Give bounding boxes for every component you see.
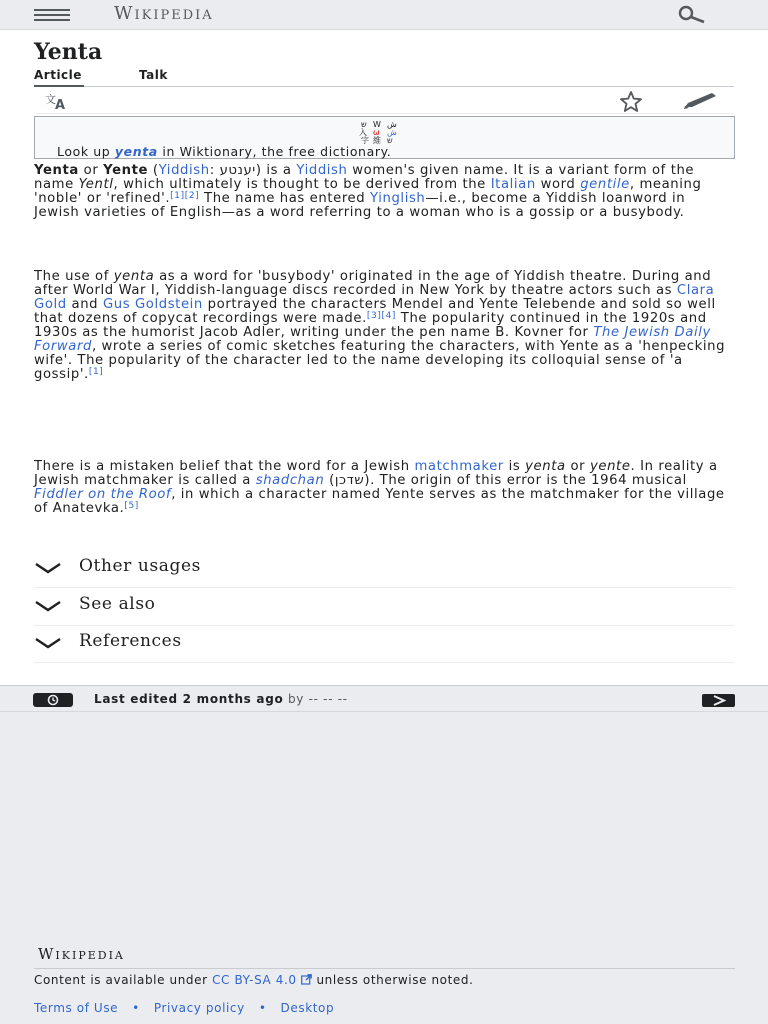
italic-term: yenta	[525, 459, 566, 474]
link-yinglish[interactable]: Yinglish	[370, 191, 426, 206]
text-span: , wrote a series of comic sketches featuring the characters, with Yente as a 'henpecking wife'. The popularity of the character led to the name developing its colloquial sense of 'a gossip'.	[34, 339, 726, 382]
page-title: Yenta	[34, 39, 103, 65]
wiktionary-text	[57, 144, 391, 159]
link-fiddler-on-the-roof[interactable]: Fiddler on the Roof	[34, 487, 172, 502]
svg-text:字: 字	[361, 136, 369, 144]
link-jewish-daily-forward[interactable]: The Jewish Daily Forward	[34, 325, 711, 354]
paragraph-matchmaker	[34, 460, 734, 516]
section-title: Other usages	[79, 556, 201, 576]
text-span: (שדכן). The origin of this error is the 1964 musical	[324, 473, 687, 488]
wiktionary-logo-icon	[357, 118, 411, 144]
svg-text:ش: ش	[387, 120, 397, 129]
page-tabs	[34, 68, 734, 87]
italic-term: Yentl	[78, 177, 114, 192]
license-suffix: unless otherwise noted.	[312, 973, 474, 987]
wiktionary-box	[34, 116, 735, 159]
link-yiddish-language[interactable]: Yiddish	[158, 163, 210, 178]
tab-talk[interactable]: Talk	[139, 68, 168, 82]
chevron-down-icon	[34, 637, 64, 649]
article-content	[0, 30, 768, 686]
paragraph-busybody	[34, 270, 734, 382]
arrow-right-icon	[702, 692, 735, 705]
italic-term: yente	[589, 459, 631, 474]
top-header	[0, 0, 768, 30]
chevron-down-icon	[34, 600, 64, 612]
text-span: There is a mistaken belief that the word for a Jewish	[34, 459, 415, 474]
text-span: word	[535, 177, 581, 192]
bold-term: Yente	[103, 163, 149, 178]
link-matchmaker[interactable]: matchmaker	[414, 459, 504, 474]
text-span: , in which a character named Yente serves as the matchmaker for the village of Anatevka.	[34, 487, 725, 516]
svg-text:入: 入	[359, 128, 367, 137]
search-icon[interactable]	[670, 4, 710, 26]
section-title: References	[79, 631, 182, 651]
reference-link[interactable]: [2]	[184, 191, 200, 201]
svg-text:ش: ش	[387, 128, 397, 137]
svg-text:維: 維	[373, 136, 381, 144]
footer-links	[34, 1001, 334, 1015]
chevron-down-icon	[34, 562, 64, 574]
link-shadchan[interactable]: shadchan	[255, 473, 325, 488]
svg-text:文: 文	[45, 93, 56, 106]
reference-link[interactable]: [3]	[366, 311, 382, 321]
text-span: The popularity continued in the 1920s and 1930s as the humorist Jacob Adler, writing under the pen name B. Kovner for	[34, 311, 707, 340]
wiktionary-term-link[interactable]: yenta	[114, 144, 158, 159]
svg-text:W: W	[373, 120, 381, 129]
last-edited-bar[interactable]	[0, 687, 768, 712]
bold-term: Yenta	[34, 163, 79, 178]
paragraph-intro	[34, 164, 734, 220]
text-span: —i.e., become a Yiddish loanword in Jewish varieties of English—as a word referring to a woman who is a gossip or a busybody.	[34, 191, 686, 220]
text-span: portrayed the characters Mendel and Yente Telebende and sold so well that dozens of copycat recordings were made.	[34, 297, 716, 326]
svg-text:A: A	[55, 98, 66, 111]
last-edited-text	[94, 692, 348, 706]
history-clock-icon	[33, 692, 73, 706]
text-span: as a word for 'busybody' originated in the age of Yiddish theatre. During and after World War I, Yiddish-language discs recorded in New York by theatre actors such as	[34, 269, 712, 298]
text-span: , which ultimately is thought to be derived from the	[113, 177, 491, 192]
footer-wikipedia-wordmark: Wikipedia	[38, 945, 125, 963]
link-italian[interactable]: Italian	[490, 177, 536, 192]
last-edited-time: Last edited 2 months ago	[94, 692, 284, 706]
desktop-link[interactable]: Desktop	[280, 1001, 335, 1015]
footer-separator: •	[258, 1001, 267, 1015]
link-clara-gold[interactable]: Clara Gold	[34, 283, 715, 312]
terms-of-use-link[interactable]: Terms of Use	[34, 1001, 119, 1015]
svg-text:ω: ω	[373, 128, 380, 137]
privacy-policy-link[interactable]: Privacy policy	[153, 1001, 245, 1015]
edit-pencil-icon[interactable]	[682, 91, 722, 111]
svg-text:ש: ש	[387, 136, 393, 144]
italic-term: yenta	[113, 269, 155, 284]
reference-link[interactable]: [5]	[124, 501, 139, 511]
last-edited-by: by -- -- --	[283, 692, 348, 706]
license-notice	[34, 974, 674, 986]
section-references[interactable]	[34, 626, 734, 663]
wikipedia-wordmark[interactable]: Wikipedia	[114, 3, 214, 24]
link-gus-goldstein[interactable]: Gus Goldstein	[102, 297, 203, 312]
license-link[interactable]	[212, 973, 312, 987]
reference-link[interactable]: [1]	[88, 367, 104, 377]
section-other-usages[interactable]	[34, 551, 734, 588]
link-yiddish[interactable]: Yiddish	[296, 163, 348, 178]
text-span: or	[78, 163, 104, 178]
tab-article[interactable]: Article	[34, 68, 84, 87]
svg-text:ש: ש	[361, 120, 367, 129]
text-span: . In reality a Jewish matchmaker is called a	[34, 459, 718, 488]
text-span: or	[565, 459, 590, 474]
language-icon[interactable]	[44, 91, 68, 111]
text-span: and	[66, 297, 103, 312]
section-title: See also	[79, 594, 156, 614]
text-span: is	[503, 459, 526, 474]
reference-link[interactable]: [4]	[381, 311, 397, 321]
text-span: (	[148, 163, 159, 178]
hamburger-menu-icon[interactable]	[32, 8, 72, 22]
link-gentile[interactable]: gentile	[580, 177, 630, 192]
wiktionary-prefix: Look up	[57, 144, 115, 159]
text-span: The use of	[34, 269, 114, 284]
text-span: : יענטע) is a	[209, 163, 297, 178]
wiktionary-suffix: in Wiktionary, the free dictionary.	[157, 144, 392, 159]
reference-link[interactable]: [1]	[170, 191, 185, 201]
external-link-icon	[301, 974, 312, 985]
page-actions-bar	[34, 88, 734, 114]
section-see-also[interactable]	[34, 589, 734, 626]
text-span: The name has entered	[199, 191, 371, 206]
text-span: , meaning 'noble' or 'refined'.	[34, 177, 702, 206]
watch-star-icon[interactable]	[619, 90, 643, 112]
footer-separator: •	[132, 1001, 140, 1015]
license-prefix: Content is available under	[34, 973, 213, 987]
license-link-label: CC BY-SA 4.0	[212, 973, 297, 987]
text-span: women's given name. It is a variant form of the name	[34, 163, 695, 192]
footer-divider	[34, 968, 735, 969]
